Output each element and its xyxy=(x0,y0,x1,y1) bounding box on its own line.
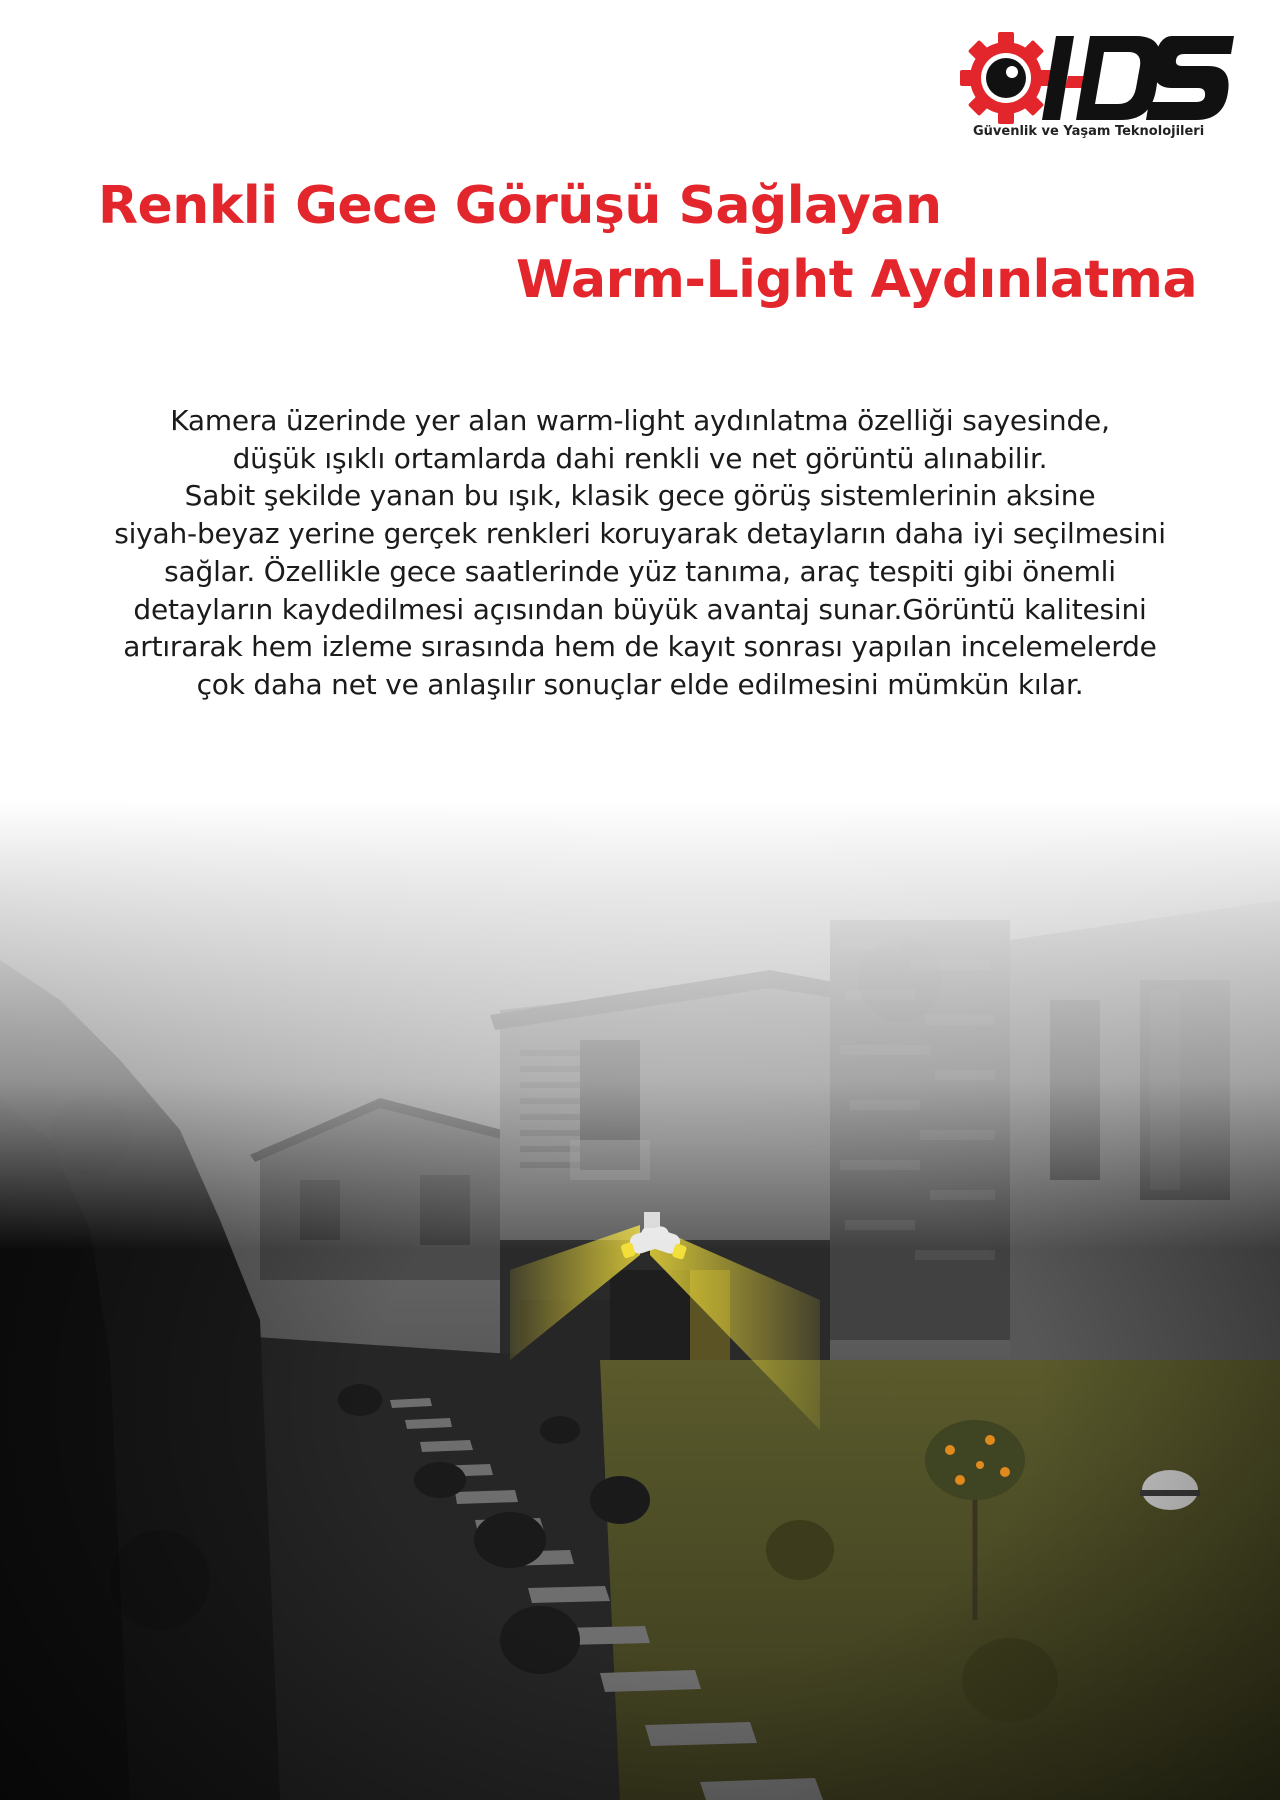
title-line-1: Renkli Gece Görüşü Sağlayan xyxy=(98,176,942,236)
description-line: sağlar. Özellikle gece saatlerinde yüz tanıma, araç tespiti gibi önemli xyxy=(164,554,1116,588)
description-line: siyah-beyaz yerine gerçek renkleri koruyarak detayların daha iyi seçilmesini xyxy=(114,517,1166,551)
gear-eye-icon xyxy=(958,30,1238,130)
description-line: artırarak hem izleme sırasında hem de kayıt sonrası yapılan incelemelerde xyxy=(123,630,1157,664)
description-line: çok daha net ve anlaşılır sonuçlar elde edilmesini mümkün kılar. xyxy=(196,667,1084,701)
title-line-2: Warm-Light Aydınlatma xyxy=(516,250,1198,310)
brand-tagline: Güvenlik ve Yaşam Teknolojileri xyxy=(973,124,1205,139)
night-house-scene xyxy=(0,800,1280,1800)
brand-logo xyxy=(958,30,1238,148)
description-line: düşük ışıklı ortamlarda dahi renkli ve net görüntü alınabilir. xyxy=(232,441,1048,475)
description-line: Kamera üzerinde yer alan warm-light aydınlatma özelliği sayesinde, xyxy=(170,404,1110,437)
description-line: detayların kaydedilmesi açısından büyük avantaj sunar.Görüntü kalitesini xyxy=(133,592,1147,626)
description-line: Sabit şekilde yanan bu ışık, klasik gece görüş sistemlerinin aksine xyxy=(184,479,1096,513)
house-garden-illustration xyxy=(0,800,1280,1800)
feature-description xyxy=(20,402,1260,704)
